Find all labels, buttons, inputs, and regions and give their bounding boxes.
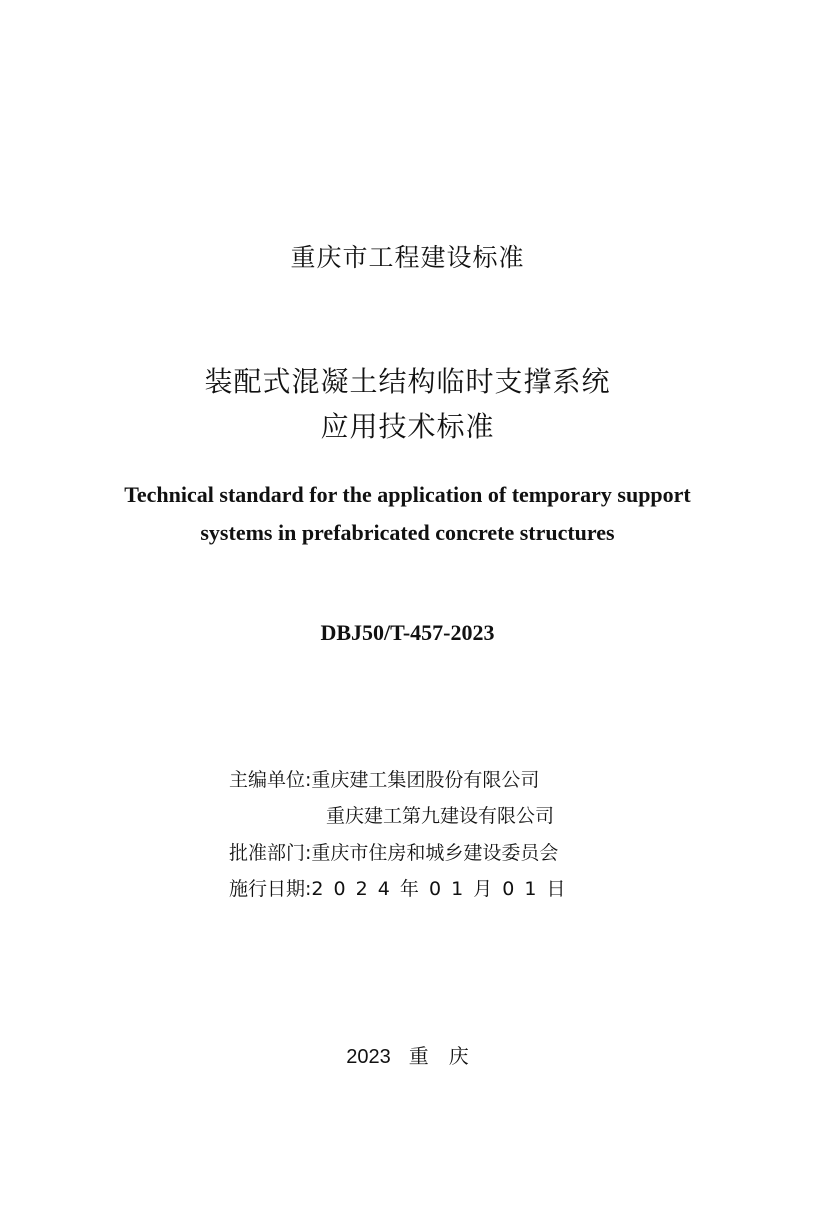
chief-editor-label: 主编单位:	[229, 769, 312, 791]
approval-value: 重庆市住房和城乡建设委员会	[311, 842, 559, 864]
approval-row	[229, 838, 558, 865]
series-title: 重庆市工程建设标准	[290, 243, 525, 272]
effective-date-row	[229, 874, 568, 901]
title-cn-line-1: 装配式混凝土结构临时支撑系统	[204, 365, 611, 398]
footer	[0, 1040, 815, 1069]
title-cn-line-2: 应用技术标准	[320, 410, 495, 443]
standard-number: DBJ50/T-457-2023	[320, 620, 495, 645]
effective-date-value: 2 0 2 4 年 0 1 月 0 1 日	[311, 878, 568, 900]
chief-editor-row-1	[229, 765, 539, 792]
footer-city: 重 庆	[408, 1044, 469, 1068]
footer-year: 2023	[346, 1046, 391, 1068]
chief-editor-row-2	[229, 801, 554, 828]
title-en-line-1: Technical standard for the application of temporary support	[124, 482, 691, 507]
approval-label: 批准部门:	[229, 842, 312, 864]
chief-editor-value-2: 重庆建工第九建设有限公司	[326, 805, 555, 827]
chief-editor-value-1: 重庆建工集团股份有限公司	[311, 769, 540, 791]
effective-date-label: 施行日期:	[229, 878, 312, 900]
title-en-line-2: systems in prefabricated concrete structures	[200, 520, 615, 545]
